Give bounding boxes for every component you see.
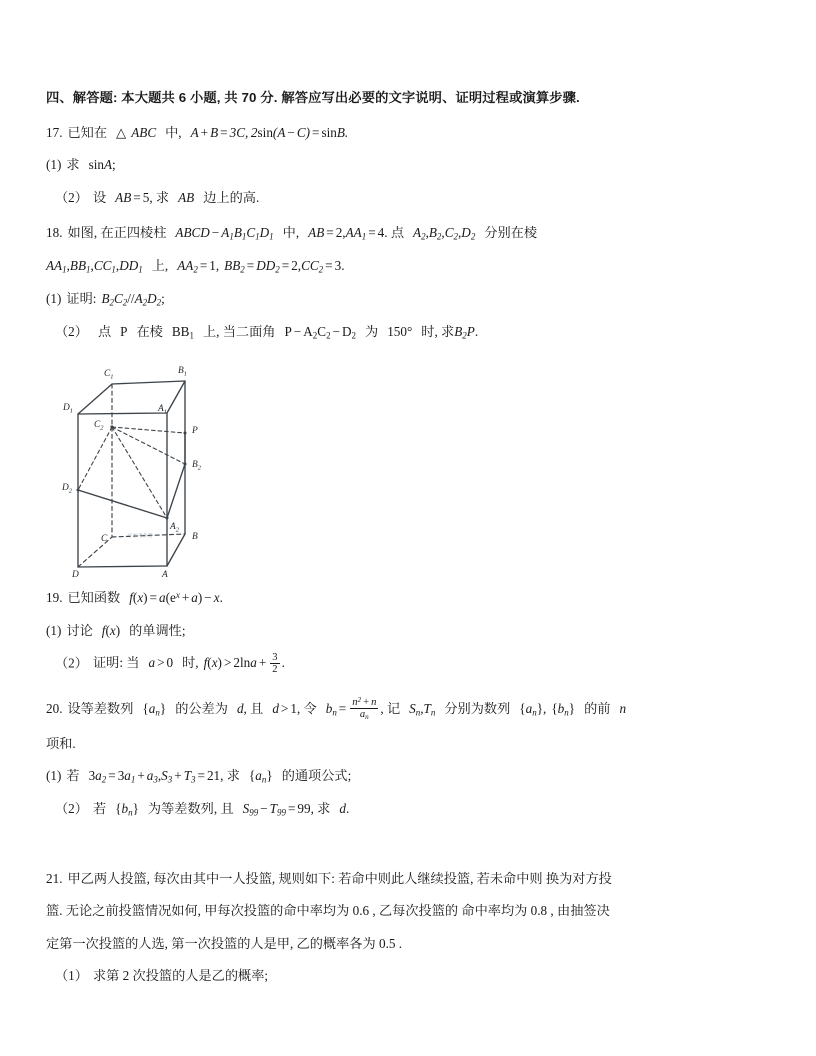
question-19-number: 19. xyxy=(46,590,63,606)
figure-watermark: 宁参考作图 xyxy=(128,533,153,539)
question-21-line-1 xyxy=(46,868,770,889)
vertex-D2 xyxy=(77,489,80,492)
question-20-line-1 xyxy=(46,697,770,722)
label-A: A xyxy=(162,570,168,578)
question-18-line-2 xyxy=(46,255,770,277)
label-C: C xyxy=(101,534,108,545)
question-17-stem-prefix: 已知在 xyxy=(67,124,108,140)
question-21-line-2 xyxy=(46,900,770,921)
edge-D-A xyxy=(78,566,167,567)
line-C2-D2 xyxy=(78,427,112,490)
question-19-line-1 xyxy=(46,587,770,608)
section-edge-A2-B2 xyxy=(167,464,185,518)
part-text: 证明: $B_2C_2//A_2D_2$; xyxy=(66,291,165,308)
part-text: 求第 2 次投篮的人是乙的概率; xyxy=(92,968,269,984)
part-text: 讨论 f(x) 的单调性; xyxy=(66,622,186,638)
part-marker: （2） xyxy=(55,324,88,340)
question-18-part-2 xyxy=(46,321,770,343)
edge-A-B xyxy=(167,534,185,566)
question-21-line-3 xyxy=(46,933,770,954)
question-17-part-2 xyxy=(46,187,770,208)
part-text: 点 P 在棱 $BB_1$ 上, 当二面角 $P - A_2C_2 - D_2$ 为 150° 时, 求$B_2P$. xyxy=(97,324,479,341)
question-21-number: 21. xyxy=(46,870,63,886)
question-20-number: 20. xyxy=(46,700,63,716)
label-D: D xyxy=(72,570,79,578)
label-B1: $B_1$ xyxy=(178,366,187,378)
question-17-triangle: △ ABC xyxy=(116,124,157,140)
label-B: B xyxy=(192,532,198,543)
label-A1: $A_1$ xyxy=(158,404,167,416)
part-marker: (1) xyxy=(46,767,62,783)
vertex-C2 xyxy=(110,426,113,429)
label-D2: $D_2$ xyxy=(62,483,72,495)
label-P: P xyxy=(192,426,198,437)
question-17-number: 17. xyxy=(46,124,63,140)
question-20-text-2: 项和. xyxy=(46,735,76,751)
part-text: 证明: 当 a > 0 时, f(x) > 2lna + $\frac{3}{2}$ . xyxy=(92,651,285,675)
question-19-text: 已知函数 $f(x) = a(e^x + a) - x$. xyxy=(67,590,223,606)
vertex-B2 xyxy=(184,463,187,466)
question-18-text-1: 如图, 在正四棱柱 ABCD − $A_1B_1C_1D_1$ 中, AB = $2,AA_1 = 4$. 点 $A_2,B_2,C_2,D_2$ 分别在棱 xyxy=(67,225,538,242)
vertex-P xyxy=(184,432,187,435)
top-face xyxy=(78,381,185,414)
label-A2: $A_2$ xyxy=(170,522,179,534)
question-18-part-1 xyxy=(46,288,770,310)
part-marker: （2） xyxy=(55,800,88,816)
question-18-text-2: $AA_1,BB_1,CC_1,DD_1$ 上, $AA_2 = 1$, $BB_2 = DD_2 = 2,CC_2 = 3$. xyxy=(46,258,345,275)
part-text: 若 $3a_2 = 3a_1 + a_3,S_3 + T_3 = 21$, 求 $\{a_n\}$ 的通项公式; xyxy=(66,767,352,785)
question-20-text-1: 设等差数列 $\{a_n\}$ 的公差为 d, 且 d > 1, 令 $b_n$ = $\frac{n^2 + n}{a_n}$ , 记 $S_n,T_n$ 分别为数列 $\{a_n\}$, $\{b_n\}$ 的前 n xyxy=(67,695,627,722)
part-marker: (1) xyxy=(46,291,62,307)
question-21-text-3: 定第一次投篮的人选, 第一次投篮的人是甲, 乙的概率各为 0.5 . xyxy=(46,935,403,951)
section-edge-D2-A2 xyxy=(78,490,167,518)
line-C2-P xyxy=(112,427,185,433)
part-marker: （2） xyxy=(55,189,88,205)
label-B2: $B_2$ xyxy=(192,460,201,472)
part-marker: (1) xyxy=(46,622,62,638)
label-D1: $D_1$ xyxy=(63,403,73,415)
part-text: 求 sinA; xyxy=(66,157,116,173)
question-19-part-1 xyxy=(46,620,770,641)
section-heading: 四、解答题: 本大题共 6 小题, 共 70 分. 解答应写出必要的文字说明、证明过程或演算步骤. xyxy=(46,90,580,105)
question-19-part-2 xyxy=(46,652,770,675)
part-text: 设 AB = 5, 求 AB 边上的高. xyxy=(92,189,260,205)
line-C2-A2 xyxy=(112,427,167,518)
prism-svg xyxy=(62,357,262,577)
question-17-stem-mid: 中, xyxy=(165,124,182,140)
question-20-part-1 xyxy=(46,765,770,787)
question-18-line-1 xyxy=(46,222,770,244)
question-17-part-1 xyxy=(46,154,770,175)
vertex-A2 xyxy=(166,517,169,520)
question-18-number: 18. xyxy=(46,225,63,241)
part-text: 若 $\{b_n\}$ 为等差数列, 且 $S_{99} - T_{99} = 99$, 求 d. xyxy=(92,800,350,818)
question-21-text-2: 篮. 无论之前投篮情况如何, 甲每次投篮的命中率均为 0.6 , 乙每次投篮的 命中率均为 0.8 , 由抽签决 xyxy=(46,903,610,919)
label-C2: $C_2$ xyxy=(94,420,104,432)
part-marker: （1） xyxy=(55,968,88,984)
prism-figure xyxy=(62,357,262,577)
part-marker: （2） xyxy=(55,655,88,671)
part-marker: (1) xyxy=(46,157,62,173)
question-21-text-1: 甲乙两人投篮, 每次由其中一人投篮, 规则如下: 若命中则此人继续投篮, 若未命中则 换为对方投 xyxy=(67,870,612,886)
question-21-part-1 xyxy=(46,965,770,986)
vertex-dots xyxy=(77,426,187,520)
question-17-stem xyxy=(46,122,770,143)
question-20-line-2 xyxy=(46,733,770,754)
label-C1: $C_1$ xyxy=(104,369,114,381)
question-20-part-2 xyxy=(46,798,770,820)
question-17-equation: A + B = 3C, 2sin(A − C) = sinB. xyxy=(190,124,349,140)
